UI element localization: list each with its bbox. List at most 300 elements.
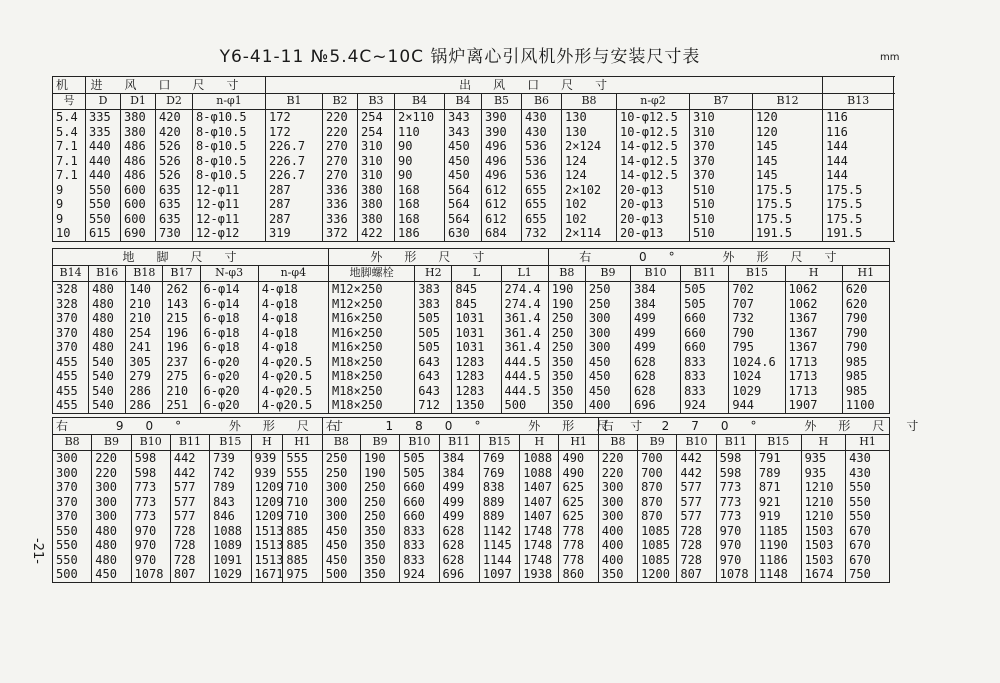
table-cell: 12-φ11 <box>196 197 240 211</box>
table-cell: 370 <box>56 494 78 509</box>
group-header: 出风口尺寸 <box>266 77 823 94</box>
table-column <box>163 282 200 414</box>
inlet-outlet-dimension-table <box>52 76 894 242</box>
table-cell: 6-φ18 <box>203 311 240 325</box>
table-cell: 885 <box>286 523 309 538</box>
table-cell: 400 <box>601 523 624 538</box>
table-cell: 889 <box>482 494 505 509</box>
table-cell: 564 <box>448 182 470 197</box>
table-cell: M16×250 <box>331 340 383 354</box>
table-cell: 6-φ20 <box>203 383 240 398</box>
table-cell: 643 <box>418 383 440 398</box>
column-header: B10 <box>400 435 439 451</box>
table-cell: 1938 <box>523 567 553 581</box>
table-cell: 773 <box>134 494 157 509</box>
table-cell: 4-φ18 <box>261 311 298 325</box>
table-cell: 2×102 <box>565 182 602 197</box>
table-cell: 924 <box>403 567 425 581</box>
table-cell: 250 <box>551 340 574 354</box>
table-cell: 750 <box>849 567 871 581</box>
table-cell: 696 <box>634 398 656 412</box>
table-cell: 300 <box>95 480 117 494</box>
table-cell: 444.5 <box>504 369 541 383</box>
table-cell: 500 <box>56 567 78 581</box>
table-cell: 144 <box>826 168 848 182</box>
column-header: H1 <box>846 435 890 451</box>
column-header: B15 <box>210 435 251 451</box>
table-cell: 846 <box>213 509 235 523</box>
table-cell: M16×250 <box>331 311 383 325</box>
column-header: B15 <box>479 435 519 451</box>
table-cell: 300 <box>601 480 624 494</box>
table-cell: 175.5 <box>826 182 863 197</box>
table-cell: 1209 <box>254 494 284 509</box>
table-cell: 124 <box>565 153 587 168</box>
table-cell: 536 <box>525 139 547 153</box>
table-cell: 1407 <box>523 480 553 494</box>
table-column <box>585 282 630 414</box>
table-cell: 924 <box>684 398 706 412</box>
table-cell: 728 <box>680 538 703 552</box>
table-cell: 370 <box>56 509 78 523</box>
table-cell: 1029 <box>732 383 762 398</box>
column-header: B9 <box>638 435 677 451</box>
table-cell: 833 <box>684 354 706 369</box>
table-cell: 442 <box>680 465 703 480</box>
table-cell: 442 <box>173 465 196 480</box>
table-cell: 496 <box>485 168 507 182</box>
table-column <box>522 110 562 242</box>
table-cell: 1674 <box>804 567 834 581</box>
table-cell: 383 <box>418 296 440 311</box>
table-cell: 4-φ18 <box>261 340 298 354</box>
table-cell: 496 <box>485 139 507 153</box>
table-cell: 577 <box>680 509 703 523</box>
table-cell: 510 <box>693 211 715 226</box>
table-cell: 130 <box>565 124 587 139</box>
table-cell: 499 <box>634 311 656 325</box>
table-cell: 1062 <box>788 296 818 311</box>
group-header: 右 270° 外形尺寸 <box>598 418 889 435</box>
table-column <box>92 451 131 583</box>
column-header: B8 <box>322 435 360 451</box>
table-column <box>328 282 414 414</box>
table-cell: 540 <box>92 354 114 369</box>
table-cell: 791 <box>758 451 781 465</box>
table-cell: 732 <box>525 226 547 240</box>
table-cell: 1503 <box>804 552 834 567</box>
table-column <box>716 451 755 583</box>
table-cell: 499 <box>442 509 465 523</box>
table-cell: 480 <box>92 340 114 354</box>
table-column <box>753 110 823 242</box>
table-column <box>131 451 170 583</box>
table-column <box>681 282 729 414</box>
table-cell: 870 <box>641 509 663 523</box>
group-header <box>823 77 894 94</box>
column-header: B8 <box>598 435 637 451</box>
table-cell: 577 <box>173 480 196 494</box>
table-cell: 600 <box>124 211 146 226</box>
table-cell: 510 <box>693 182 715 197</box>
table-cell: 670 <box>849 523 871 538</box>
column-header: D2 <box>156 94 193 110</box>
table-cell: 175.5 <box>756 182 793 197</box>
table-cell: 196 <box>166 325 189 340</box>
table-cell: 4-φ18 <box>261 282 298 296</box>
table-cell: 175.5 <box>826 211 863 226</box>
table-cell: 732 <box>732 311 755 325</box>
table-cell: 1097 <box>482 567 512 581</box>
column-header: n-φ4 <box>258 266 328 282</box>
table-cell: 168 <box>398 182 420 197</box>
table-cell: 7.1 <box>56 139 78 153</box>
table-cell: 628 <box>634 354 656 369</box>
table-cell: 499 <box>634 325 656 340</box>
table-cell: 9 <box>56 211 64 226</box>
table-cell: 10 <box>56 226 71 240</box>
table-cell: 6-φ14 <box>203 296 240 311</box>
table-cell: 555 <box>286 451 309 465</box>
table-cell: 250 <box>551 311 574 325</box>
table-cell: 871 <box>758 480 781 494</box>
table-cell: 336 <box>326 211 348 226</box>
table-cell: 526 <box>159 168 181 182</box>
table-cell: 196 <box>166 340 189 354</box>
table-cell: 190 <box>363 465 386 480</box>
table-cell: 4-φ20.5 <box>261 354 313 369</box>
table-column <box>559 451 598 583</box>
table-cell: 8-φ10.5 <box>196 139 247 153</box>
column-header: B15 <box>729 266 785 282</box>
table-cell: 8-φ10.5 <box>196 153 247 168</box>
table-cell: 361.4 <box>504 311 541 325</box>
table-cell: 1091 <box>213 552 243 567</box>
table-cell: 480 <box>95 552 117 567</box>
table-cell: 1145 <box>482 538 512 552</box>
table-cell: 450 <box>588 354 611 369</box>
table-cell: 145 <box>756 153 778 168</box>
table-cell: 1078 <box>719 567 749 581</box>
table-cell: 172 <box>269 110 291 124</box>
table-cell: 598 <box>134 451 157 465</box>
table-cell: 1209 <box>254 509 284 523</box>
table-cell: 250 <box>325 465 348 480</box>
table-cell: 577 <box>173 509 196 523</box>
table-cell: 660 <box>403 480 425 494</box>
column-header: H1 <box>842 266 889 282</box>
table-cell: 450 <box>95 567 117 581</box>
table-cell: 833 <box>684 383 706 398</box>
table-cell: 550 <box>56 523 78 538</box>
column-header: H <box>520 435 559 451</box>
table-cell: 220 <box>601 465 624 480</box>
table-cell: 270 <box>326 153 348 168</box>
table-cell: 370 <box>693 168 715 182</box>
table-cell: 1200 <box>641 567 670 581</box>
table-column <box>266 110 323 242</box>
table-cell: 600 <box>124 197 146 211</box>
table-cell: 9 <box>56 197 64 211</box>
table-cell: 577 <box>173 494 196 509</box>
column-header: H <box>801 435 846 451</box>
table-column <box>400 451 439 583</box>
table-cell: 455 <box>56 398 78 412</box>
table-cell: M18×250 <box>331 398 383 412</box>
table-cell: 510 <box>693 197 715 211</box>
table-column <box>452 282 501 414</box>
table-cell: 1671 <box>254 567 284 581</box>
table-cell: 635 <box>159 182 181 197</box>
table-cell: 789 <box>758 465 781 480</box>
table-cell: 370 <box>56 325 78 340</box>
table-cell: 707 <box>732 296 755 311</box>
table-column <box>598 451 637 583</box>
table-cell: 486 <box>124 168 146 182</box>
table-column <box>53 451 92 583</box>
table-cell: 655 <box>525 197 547 211</box>
table-cell: 480 <box>95 523 117 538</box>
table-cell: 328 <box>56 296 78 311</box>
table-cell: 499 <box>442 494 465 509</box>
table-cell: 186 <box>398 226 420 240</box>
table-cell: 598 <box>134 465 157 480</box>
table-cell: 769 <box>482 451 505 465</box>
column-header: H2 <box>415 266 452 282</box>
table-cell: 500 <box>325 567 348 581</box>
table-cell: 773 <box>134 480 157 494</box>
table-cell: 143 <box>166 296 189 311</box>
group-header: 机 <box>53 77 86 94</box>
table-cell: 660 <box>684 340 706 354</box>
table-cell: 1210 <box>804 494 834 509</box>
column-header: D1 <box>121 94 156 110</box>
table-cell: 4-φ20.5 <box>261 398 313 412</box>
table-cell: 455 <box>56 383 78 398</box>
table-cell: 422 <box>361 226 383 240</box>
table-cell: 130 <box>565 110 587 124</box>
column-header: B13 <box>823 94 894 110</box>
table-cell: 710 <box>286 509 309 523</box>
table-cell: 5.4 <box>56 124 78 139</box>
table-cell: 350 <box>551 354 574 369</box>
table-cell: 696 <box>442 567 465 581</box>
column-header: B14 <box>53 266 89 282</box>
table-cell: 390 <box>485 110 507 124</box>
table-cell: 400 <box>601 538 624 552</box>
table-cell: 380 <box>124 124 146 139</box>
table-cell: 380 <box>361 182 383 197</box>
table-cell: 1186 <box>758 552 788 567</box>
table-cell: 526 <box>159 139 181 153</box>
table-cell: 450 <box>448 139 470 153</box>
table-column <box>200 282 258 414</box>
table-cell: 505 <box>418 311 440 325</box>
table-cell: 833 <box>403 552 425 567</box>
table-cell: M18×250 <box>331 383 383 398</box>
table-cell: 250 <box>363 509 386 523</box>
table-cell: 350 <box>363 567 386 581</box>
table-cell: 970 <box>134 523 157 538</box>
table-cell: 845 <box>455 282 478 296</box>
table-column <box>193 110 266 242</box>
column-header: B12 <box>753 94 823 110</box>
table-cell: 1085 <box>641 538 670 552</box>
table-cell: 300 <box>95 494 117 509</box>
table-cell: 2×114 <box>565 226 602 240</box>
table-cell: 499 <box>442 480 465 494</box>
table-cell: 6-φ20 <box>203 369 240 383</box>
table-column <box>801 451 846 583</box>
group-header: 外形尺寸 <box>328 249 548 266</box>
table-cell: 440 <box>89 168 111 182</box>
table-cell: 102 <box>565 197 587 211</box>
table-cell: 635 <box>159 197 181 211</box>
table-cell: 370 <box>56 340 78 354</box>
table-cell: 372 <box>326 226 348 240</box>
table-cell: 300 <box>588 311 611 325</box>
table-column <box>501 282 548 414</box>
table-cell: 215 <box>166 311 189 325</box>
table-cell: 1031 <box>455 311 485 325</box>
table-cell: 250 <box>551 325 574 340</box>
table-cell: 190 <box>551 296 574 311</box>
table-cell: 226.7 <box>269 139 306 153</box>
column-header: B16 <box>89 266 126 282</box>
table-cell: 628 <box>634 383 656 398</box>
table-cell: 1367 <box>788 325 818 340</box>
table-cell: 1210 <box>804 480 834 494</box>
table-cell: 450 <box>448 168 470 182</box>
table-cell: 739 <box>213 451 235 465</box>
table-cell: 20-φ13 <box>620 211 664 226</box>
table-cell: 237 <box>166 354 189 369</box>
table-cell: 612 <box>485 211 507 226</box>
table-cell: 210 <box>129 311 151 325</box>
table-cell: 6-φ20 <box>203 354 240 369</box>
column-header: B10 <box>131 435 170 451</box>
table-cell: 250 <box>325 451 348 465</box>
table-cell: 254 <box>361 110 383 124</box>
table-cell: 480 <box>92 325 114 340</box>
table-cell: 168 <box>398 211 420 226</box>
table-cell: 790 <box>845 311 868 325</box>
table-cell: 870 <box>641 480 663 494</box>
column-header: B5 <box>482 94 522 110</box>
table-cell: 505 <box>418 325 440 340</box>
table-cell: 700 <box>641 465 663 480</box>
table-cell: 274.4 <box>504 282 541 296</box>
table-cell: 939 <box>254 465 277 480</box>
table-column <box>415 282 452 414</box>
table-column <box>258 282 328 414</box>
table-cell: 742 <box>213 465 235 480</box>
table-cell: 885 <box>286 552 309 567</box>
table-cell: 496 <box>485 153 507 168</box>
table-cell: 210 <box>166 383 189 398</box>
table-cell: 6-φ18 <box>203 325 240 340</box>
table-cell: M18×250 <box>331 369 383 383</box>
column-header: n-φ2 <box>617 94 690 110</box>
table-cell: 442 <box>173 451 196 465</box>
table-cell: 319 <box>269 226 291 240</box>
table-cell: 190 <box>363 451 386 465</box>
table-cell: 598 <box>719 451 742 465</box>
rotated-outline-dimension-table <box>52 417 941 583</box>
table-cell: 8-φ10.5 <box>196 168 247 182</box>
table-cell: 540 <box>92 398 114 412</box>
table-cell: 6-φ14 <box>203 282 240 296</box>
table-column <box>729 282 785 414</box>
table-cell: 795 <box>732 340 755 354</box>
table-cell: 778 <box>562 523 585 538</box>
table-cell: 985 <box>845 383 868 398</box>
table-cell: 550 <box>56 538 78 552</box>
table-cell: 2×124 <box>565 139 602 153</box>
group-header: 进风口尺寸 <box>86 77 266 94</box>
column-header: B11 <box>716 435 755 451</box>
table-cell: 970 <box>719 552 742 567</box>
column-header: B9 <box>92 435 131 451</box>
table-cell: 440 <box>89 153 111 168</box>
table-cell: 1350 <box>455 398 485 412</box>
table-cell: 505 <box>403 465 425 480</box>
table-column <box>53 110 86 242</box>
table-column <box>439 451 479 583</box>
table-column <box>846 451 890 583</box>
table-cell: 1024 <box>732 369 762 383</box>
column-header: B7 <box>690 94 753 110</box>
table-cell: 175.5 <box>756 197 793 211</box>
table-cell: 250 <box>588 296 611 311</box>
column-header: B8 <box>562 94 617 110</box>
table-cell: 975 <box>286 567 309 581</box>
column-header: B11 <box>170 435 209 451</box>
table-cell: 90 <box>398 139 413 153</box>
table-cell: 12-φ11 <box>196 182 240 197</box>
table-cell: 1185 <box>758 523 788 538</box>
table-cell: 102 <box>565 211 587 226</box>
table-cell: 612 <box>485 182 507 197</box>
table-cell: 620 <box>845 296 868 311</box>
table-cell: 8-φ10.5 <box>196 110 247 124</box>
table-cell: 555 <box>286 465 309 480</box>
table-cell: 773 <box>719 480 742 494</box>
table-cell: 361.4 <box>504 340 541 354</box>
table-cell: 550 <box>89 197 111 211</box>
table-cell: 384 <box>442 451 465 465</box>
table-cell: 350 <box>363 523 386 538</box>
table-cell: 12-φ11 <box>196 211 240 226</box>
table-cell: 430 <box>849 451 871 465</box>
table-column <box>785 282 842 414</box>
table-cell: 310 <box>693 124 715 139</box>
table-cell: 860 <box>562 567 585 581</box>
group-header: 右 0° 外形尺寸 <box>548 249 889 266</box>
table-cell: 643 <box>418 369 440 383</box>
column-header: N-φ3 <box>200 266 258 282</box>
table-cell: 450 <box>325 523 348 538</box>
column-header: L1 <box>501 266 548 282</box>
table-cell: 660 <box>684 325 706 340</box>
table-cell: 838 <box>482 480 505 494</box>
table-cell: 275 <box>166 369 189 383</box>
table-column <box>86 110 121 242</box>
table-cell: 728 <box>173 538 196 552</box>
table-cell: M12×250 <box>331 282 383 296</box>
table-cell: 660 <box>684 311 706 325</box>
table-cell: 450 <box>588 369 611 383</box>
